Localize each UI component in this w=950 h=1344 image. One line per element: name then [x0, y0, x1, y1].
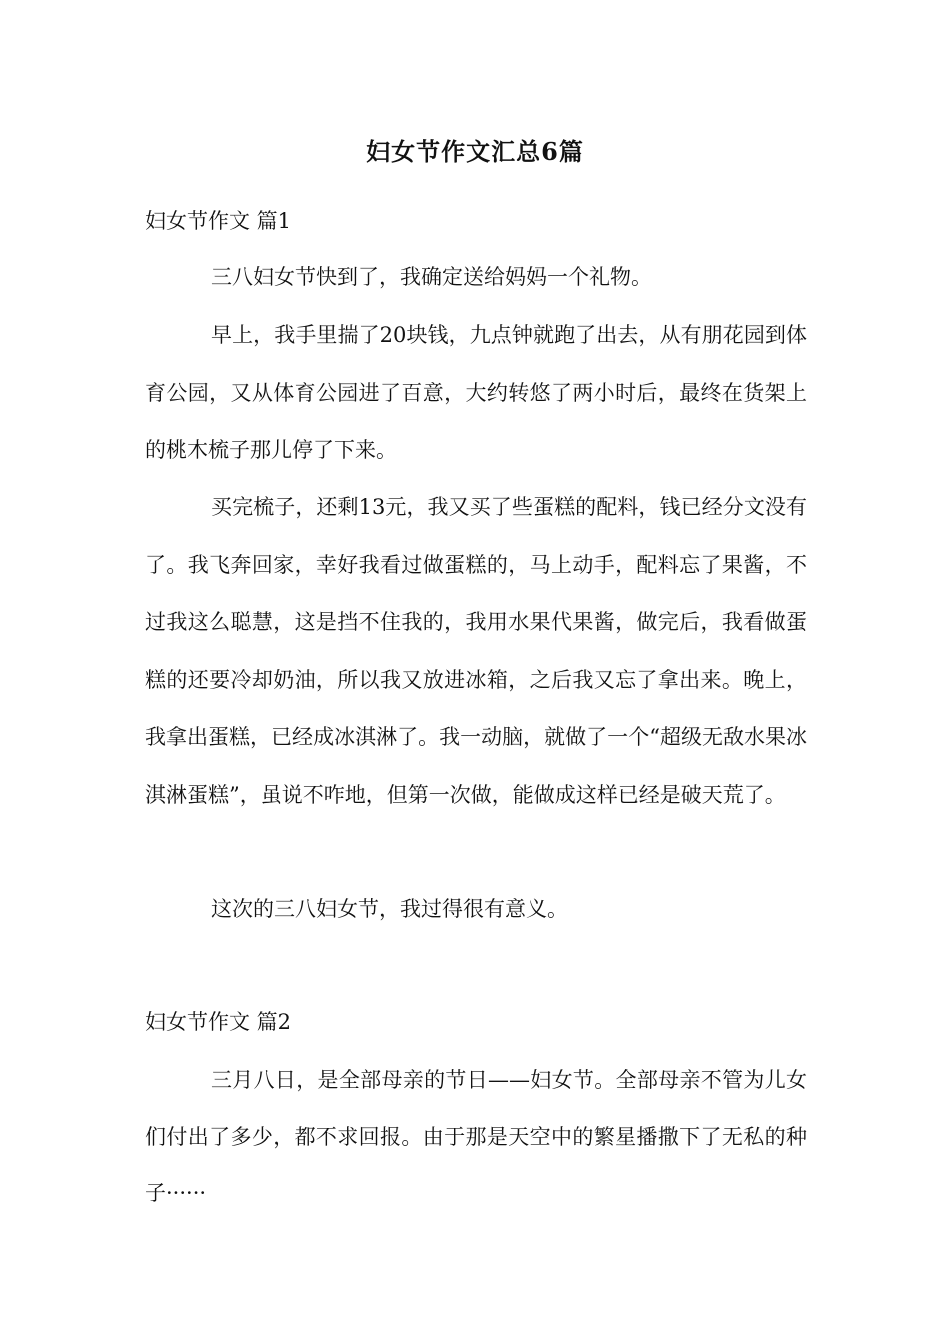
paragraph: 这次的三八妇女节，我过得很有意义。 — [211, 897, 568, 921]
section-heading-2: 妇女节作文 篇2 — [145, 1010, 292, 1034]
paragraph: 三八妇女节快到了，我确定送给妈妈一个礼物。 — [211, 265, 652, 289]
paragraph: 早上，我手里揣了20块钱，九点钟就跑了出去，从有朋花园到体育公园，又从体育公园进了百意，大约转悠了两小时后，最终在货架上的桃木梳子那儿停了下来。 — [145, 323, 807, 462]
document-title: 妇女节作文汇总6篇 — [366, 137, 584, 166]
paragraph: 买完梳子，还剩13元，我又买了些蛋糕的配料，钱已经分文没有了。我飞奔回家，幸好我看过做蛋糕的，马上动手，配料忘了果酱，不过我这么聪慧，这是挡不住我的，我用水果代果酱，做完后，我看做蛋糕的还要冷却奶油，所以我又放进冰箱，之后我又忘了拿出来。晚上，我拿出蛋糕，已经成冰淇淋了。我一动脑，就做了一个“超级无敌水果冰淇淋蛋糕”，虽说不咋地，但第一次做，能做成这样已经是破天荒了。 — [145, 495, 807, 807]
paragraph: 三月八日，是全部母亲的节日——妇女节。全部母亲不管为儿女们付出了多少，都不求回报。由于那是天空中的繁星播撒下了无私的种子······ — [145, 1068, 807, 1205]
section-heading-1: 妇女节作文 篇1 — [145, 209, 292, 233]
